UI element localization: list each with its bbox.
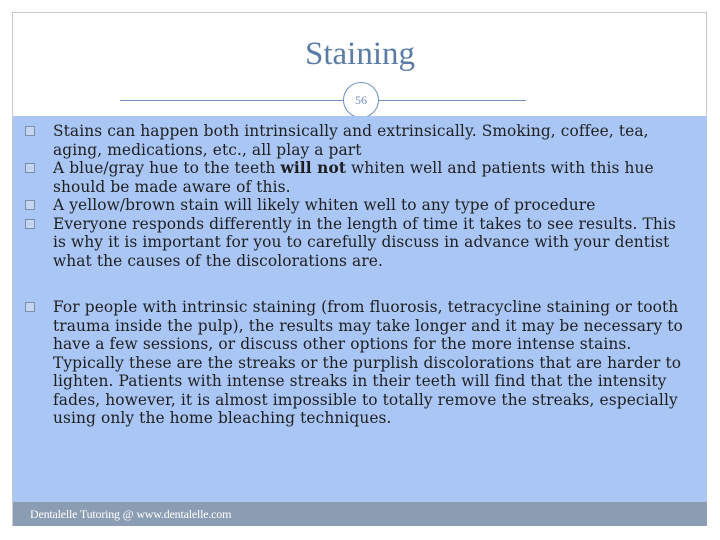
bullet-text-after: whiten well and patients with this hue should be made aware of this. xyxy=(53,159,654,196)
square-bullet-icon xyxy=(25,302,35,312)
bullet-text-bold: will not xyxy=(280,159,347,177)
bullet-text: For people with intrinsic staining (from fluorosis, tetracycline staining or tooth trauma inside the pulp), the results may take longer and it may be necessary to have a few sessions, or discuss other options for the more intense stains. Typically these are the streaks or the purplish discolorations that are harder to lighten. Patients with intense streaks in their teeth will find that the intensity fades, however, it is almost impossible to totally remove the streaks, especially using only the home bleaching techniques. xyxy=(53,298,683,427)
square-bullet-icon xyxy=(25,200,35,210)
slide-title: Staining xyxy=(304,36,415,72)
square-bullet-icon xyxy=(25,219,35,229)
bullet-text: A yellow/brown stain will likely whiten well to any type of procedure xyxy=(53,196,596,214)
footer-text: Dentalelle Tutoring @ www.dentalelle.com xyxy=(30,507,232,521)
bullet-list xyxy=(22,122,692,428)
list-item xyxy=(22,196,692,215)
list-item xyxy=(22,159,692,196)
bullet-text-before: A blue/gray hue to the teeth xyxy=(53,159,281,177)
list-item xyxy=(22,122,692,159)
title-divider xyxy=(120,100,526,101)
page-number: 56 xyxy=(343,82,379,118)
bullet-text: Stains can happen both intrinsically and extrinsically. Smoking, coffee, tea, aging, medications, etc., all play a part xyxy=(53,122,649,159)
list-item xyxy=(22,215,692,271)
list-item xyxy=(22,298,692,428)
square-bullet-icon xyxy=(25,163,35,173)
bullet-text: Everyone responds differently in the length of time it takes to see results. This is why it is important for you to carefully discuss in advance with your dentist what the causes of the discolorations are. xyxy=(53,214,676,270)
square-bullet-icon xyxy=(25,126,35,136)
